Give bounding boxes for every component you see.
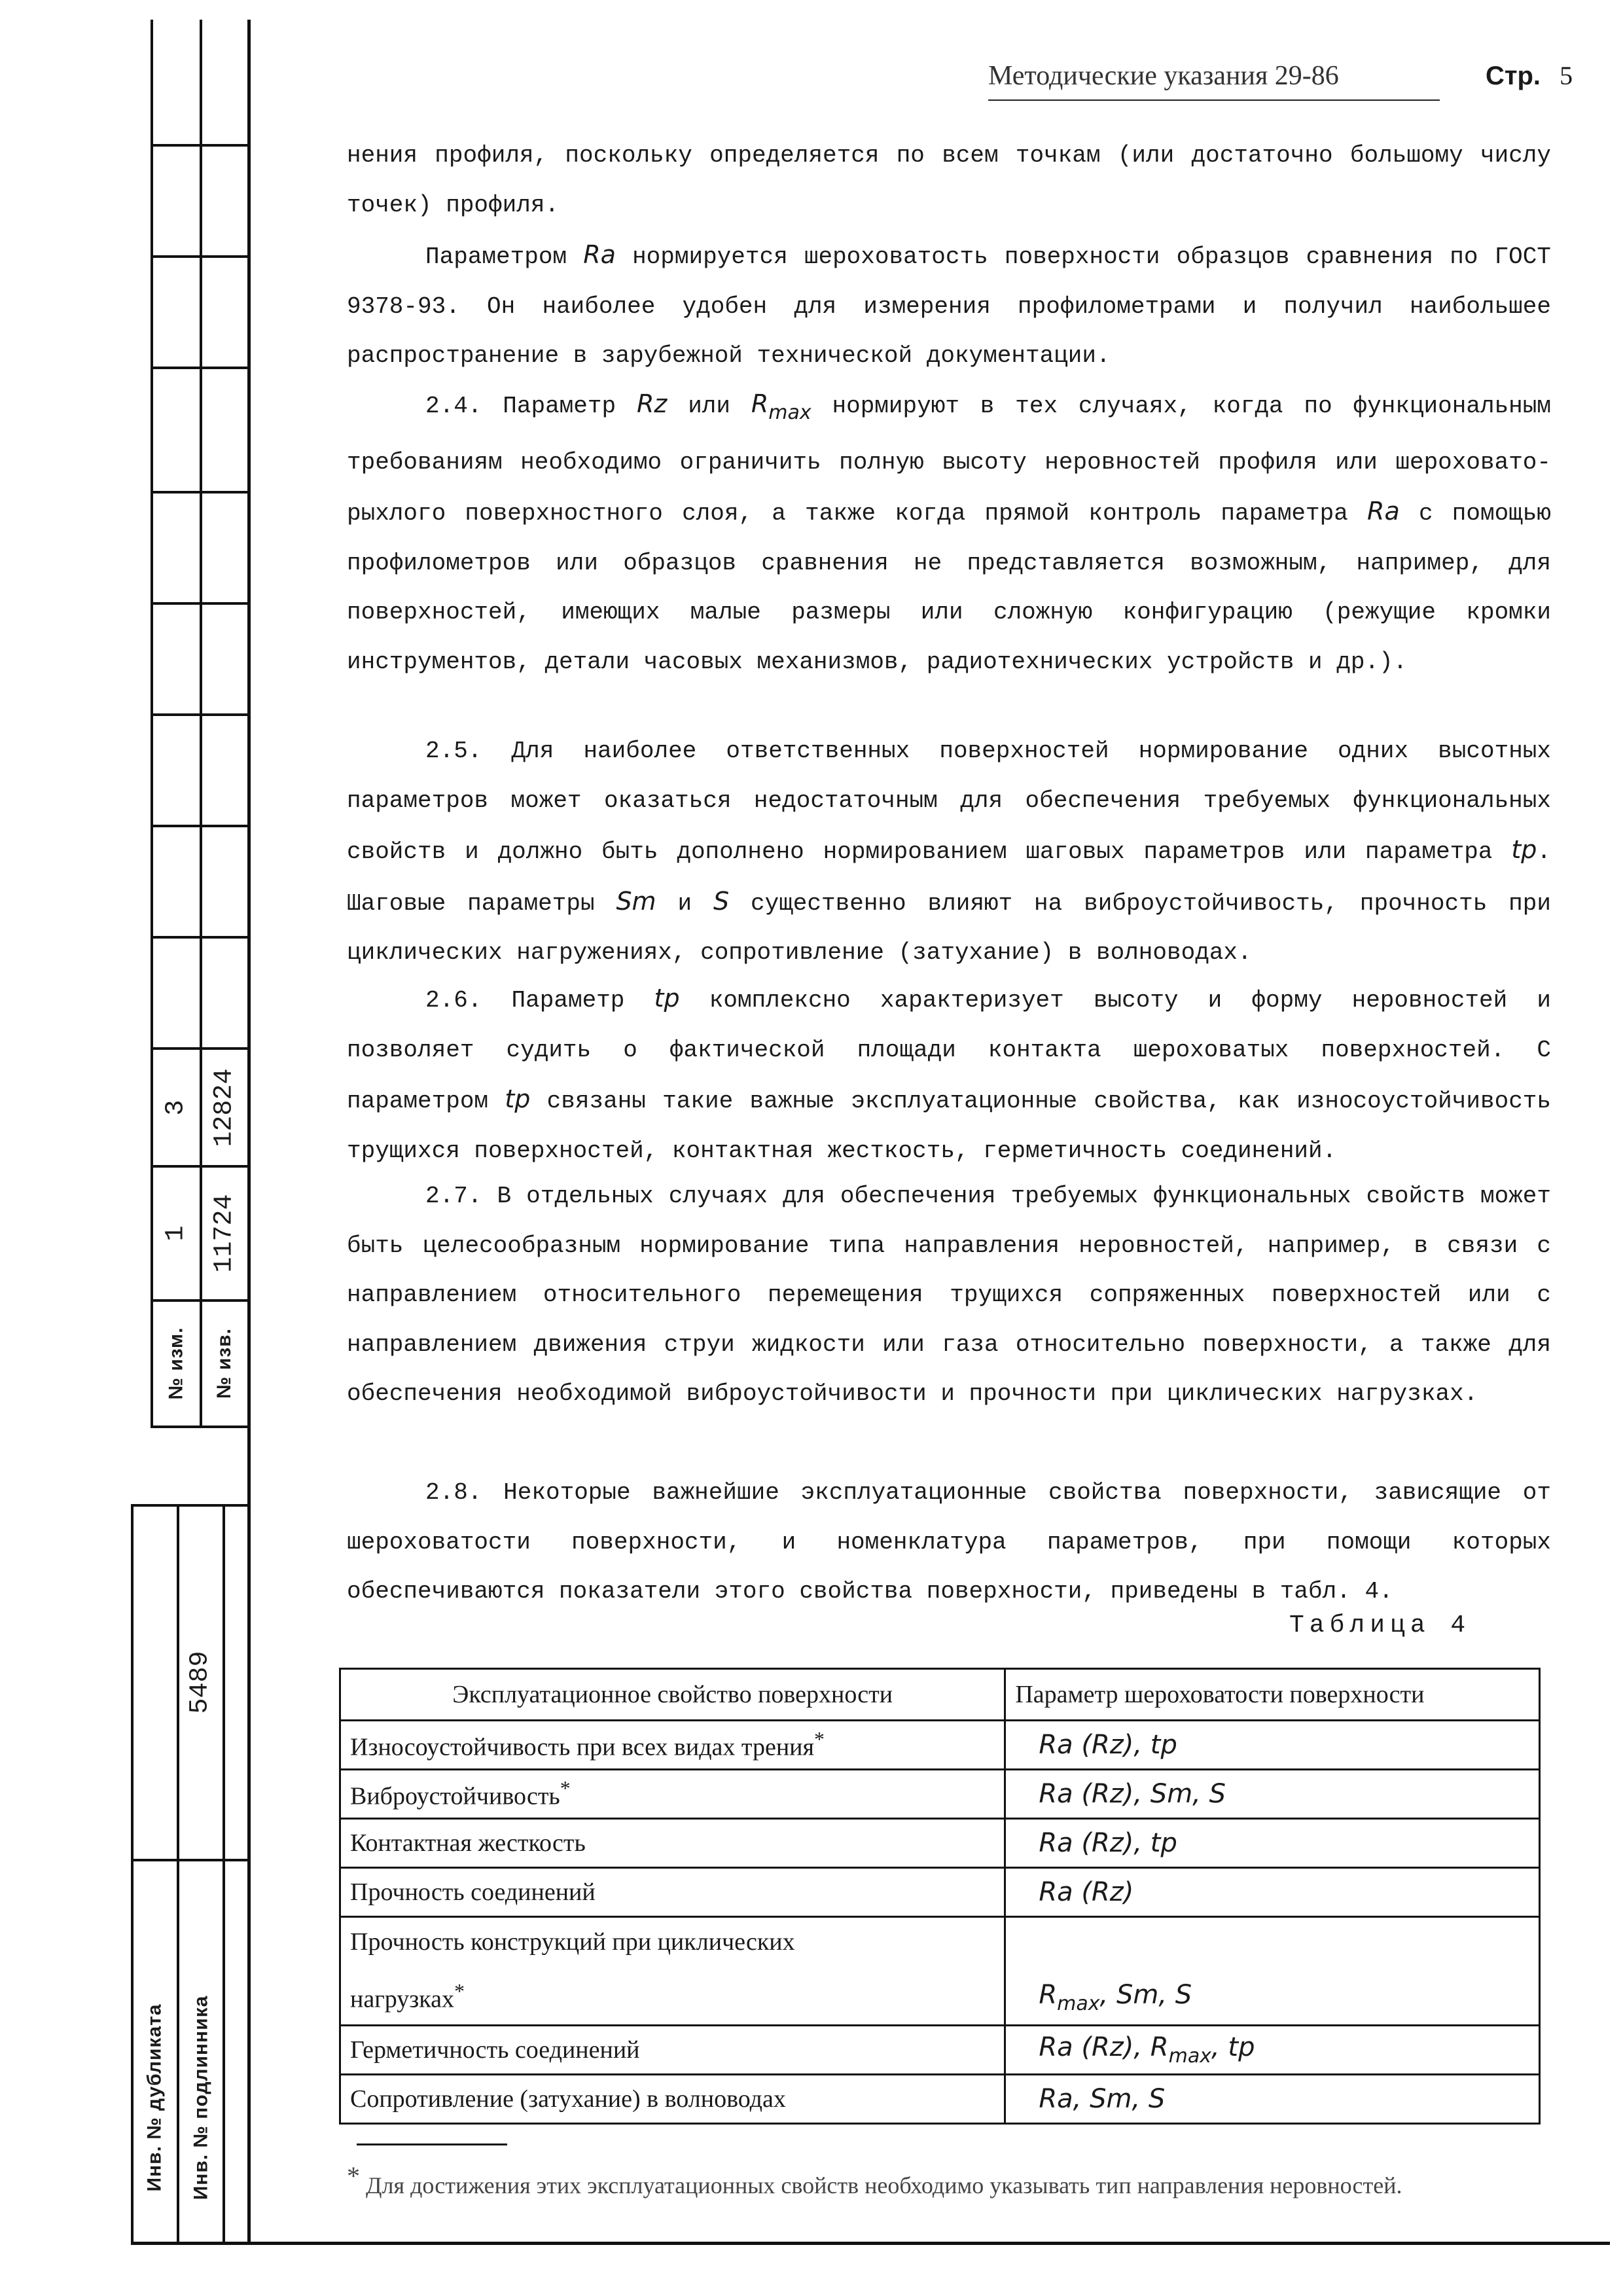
symbol-rz: Rz [636, 389, 668, 418]
symbol-rmax: $R_{max}$ [751, 389, 812, 424]
paragraph-2-4: 2.4. Параметр Rz или $R_{max}$ нормируют в тех случаях, когда по функциональным требованиям необходимо ограничить полную высоту неровностей профиля или шероховато-рыхлого поверхностного слоя, а также когда прямой контроль параметра Ra с помощью профилометров или образцов сравнения не представляется возможным, например, для поверхностей, имеющих малые размеры или сложную конфигурацию (режущие кромки инструментов, детали часовых механизмов, радиотехнических устройств и др.). [347, 389, 1551, 675]
parameter-cell: Ra (Rz), Sm, S [1005, 1770, 1540, 1819]
property-cell: Прочность конструкций при циклических нагрузках* [340, 1917, 1005, 2026]
podlinnik-label: Инв. № подлинника [190, 1995, 212, 2200]
frame-line [151, 255, 250, 258]
izm-value-2: 3 [161, 1099, 191, 1116]
paragraph-1: нения профиля, поскольку определяется по всем точкам (или достаточно большому числу точек) профиля. [347, 142, 1551, 219]
parameter-cell: $R_{max}$, Sm, S [1005, 1917, 1540, 2026]
paragraph-2-5: 2.5. Для наиболее ответственных поверхностей нормирование одних высотных параметров может оказаться недостаточным для обеспечения требуемых функциональных свойств и должно быть дополнено нормированием шаговых параметров или параметра tp. Шаговые параметры Sm и S существенно влияют на виброустойчивость, прочность при циклических нагружениях, сопротивление (затухание) в волноводах. [347, 738, 1551, 966]
property-cell: Сопротивление (затухание) в волноводах [340, 2074, 1005, 2123]
table-row [340, 1868, 1540, 1917]
table-row [340, 1721, 1540, 1770]
symbol-tp: tp [654, 984, 680, 1013]
paragraph-2-8: 2.8. Некоторые важнейшие эксплуатационные свойства поверхности, зависящие от шероховатости поверхности, и номенклатура параметров, при помощи которых обеспечиваются показатели этого свойства поверхности, приведены в табл. 4. [347, 1479, 1551, 1605]
header-underline [988, 99, 1440, 101]
frame-line [151, 936, 250, 939]
column-header-property: Эксплуатационное свойство поверхности [340, 1669, 1005, 1721]
property-cell: Износоустойчивость при всех видах трения* [340, 1721, 1005, 1770]
frame-line [151, 825, 250, 827]
property-cell: Прочность соединений [340, 1868, 1005, 1917]
izv-label: № изв. [213, 1328, 236, 1399]
frame-line [151, 1165, 250, 1168]
frame-line [151, 602, 250, 605]
footnote-rule [357, 2144, 507, 2145]
symbol-ra: Ra [1367, 497, 1400, 526]
symbol-tp: tp [505, 1085, 531, 1113]
parameter-cell: Ra (Rz) [1005, 1868, 1540, 1917]
symbol-sm: Sm [616, 886, 656, 916]
paragraph-2: Параметром Ra нормируется шероховатость поверхности образцов сравнения по ГОСТ 9378-93. Он наиболее удобен для измерения профилометрами и получил наибольшее распространение в зарубежной технической документации. [347, 240, 1551, 369]
footnote-text: Для достижения этих эксплуатационных свойств необходимо указывать тип направления неровностей. [366, 2172, 1402, 2198]
frame-line [131, 2242, 1610, 2245]
izv-value-1: 11724 [209, 1193, 240, 1273]
document-title: Методические указания 29-86 [988, 61, 1339, 91]
table-row [340, 1917, 1540, 2026]
table-row [340, 2074, 1540, 2123]
table-4 [339, 1668, 1541, 2125]
frame-line [151, 713, 250, 716]
frame-line [151, 367, 250, 369]
frame-line [223, 1504, 225, 2244]
frame-line [151, 491, 250, 493]
frame-line [151, 1299, 250, 1302]
property-cell: Виброустойчивость* [340, 1770, 1005, 1819]
page-header [988, 60, 1590, 99]
parameter-cell: Ra (Rz), tp [1005, 1819, 1540, 1868]
parameter-cell: Ra (Rz), tp [1005, 1721, 1540, 1770]
frame-line [131, 1504, 249, 1507]
symbol-ra: Ra [583, 240, 616, 269]
property-cell: Герметичность соединений [340, 2025, 1005, 2074]
footnote-mark: * [347, 2161, 360, 2191]
parameter-cell: Ra (Rz), $R_{max}$, tp [1005, 2025, 1540, 2074]
page-number: Стр. 5 [1486, 61, 1573, 90]
frame-line [151, 1426, 250, 1428]
izm-value-1: 1 [161, 1225, 191, 1242]
frame-line [151, 1047, 250, 1050]
symbol-s: S [713, 886, 730, 916]
property-cell: Контактная жесткость [340, 1819, 1005, 1868]
izm-label: № изм. [165, 1327, 187, 1400]
table-row [340, 2025, 1540, 2074]
frame-line [131, 1859, 249, 1861]
parameter-cell: Ra, Sm, S [1005, 2074, 1540, 2123]
table-row [340, 1819, 1540, 1868]
paragraph-2-6: 2.6. Параметр tp комплексно характеризует высоту и форму неровностей и позволяет судить о фактической площади контакта шероховатых поверхностей. С параметром tp связаны такие важные эксплуатационные свойства, как износоустойчивость трущихся поверхностей, контактная жесткость, герметичность соединений. [347, 984, 1552, 1164]
izv-value-2: 12824 [209, 1067, 240, 1147]
frame-line [151, 144, 250, 147]
paragraph-2-7: 2.7. В отдельных случаях для обеспечения требуемых функциональных свойств может быть целесообразным нормирование типа направления неровностей, например, в связи с направлением относительного перемещения трущихся сопряженных поверхностей или с направлением движения струи жидкости или газа относительно поверхности, а также для обеспечения необходимой виброустойчивости и прочности при циклических нагрузках. [347, 1183, 1551, 1407]
podlinnik-value: 5489 [185, 1650, 215, 1714]
column-header-parameter: Параметр шероховатости поверхности [1005, 1669, 1540, 1721]
table-row [340, 1770, 1540, 1819]
symbol-tp: tp [1511, 835, 1537, 864]
footnote [347, 2160, 1551, 2202]
table-caption: Таблица 4 [1289, 1611, 1471, 1640]
table-header-row [340, 1669, 1540, 1721]
dublikat-label: Инв. № дубликата [144, 2003, 166, 2192]
